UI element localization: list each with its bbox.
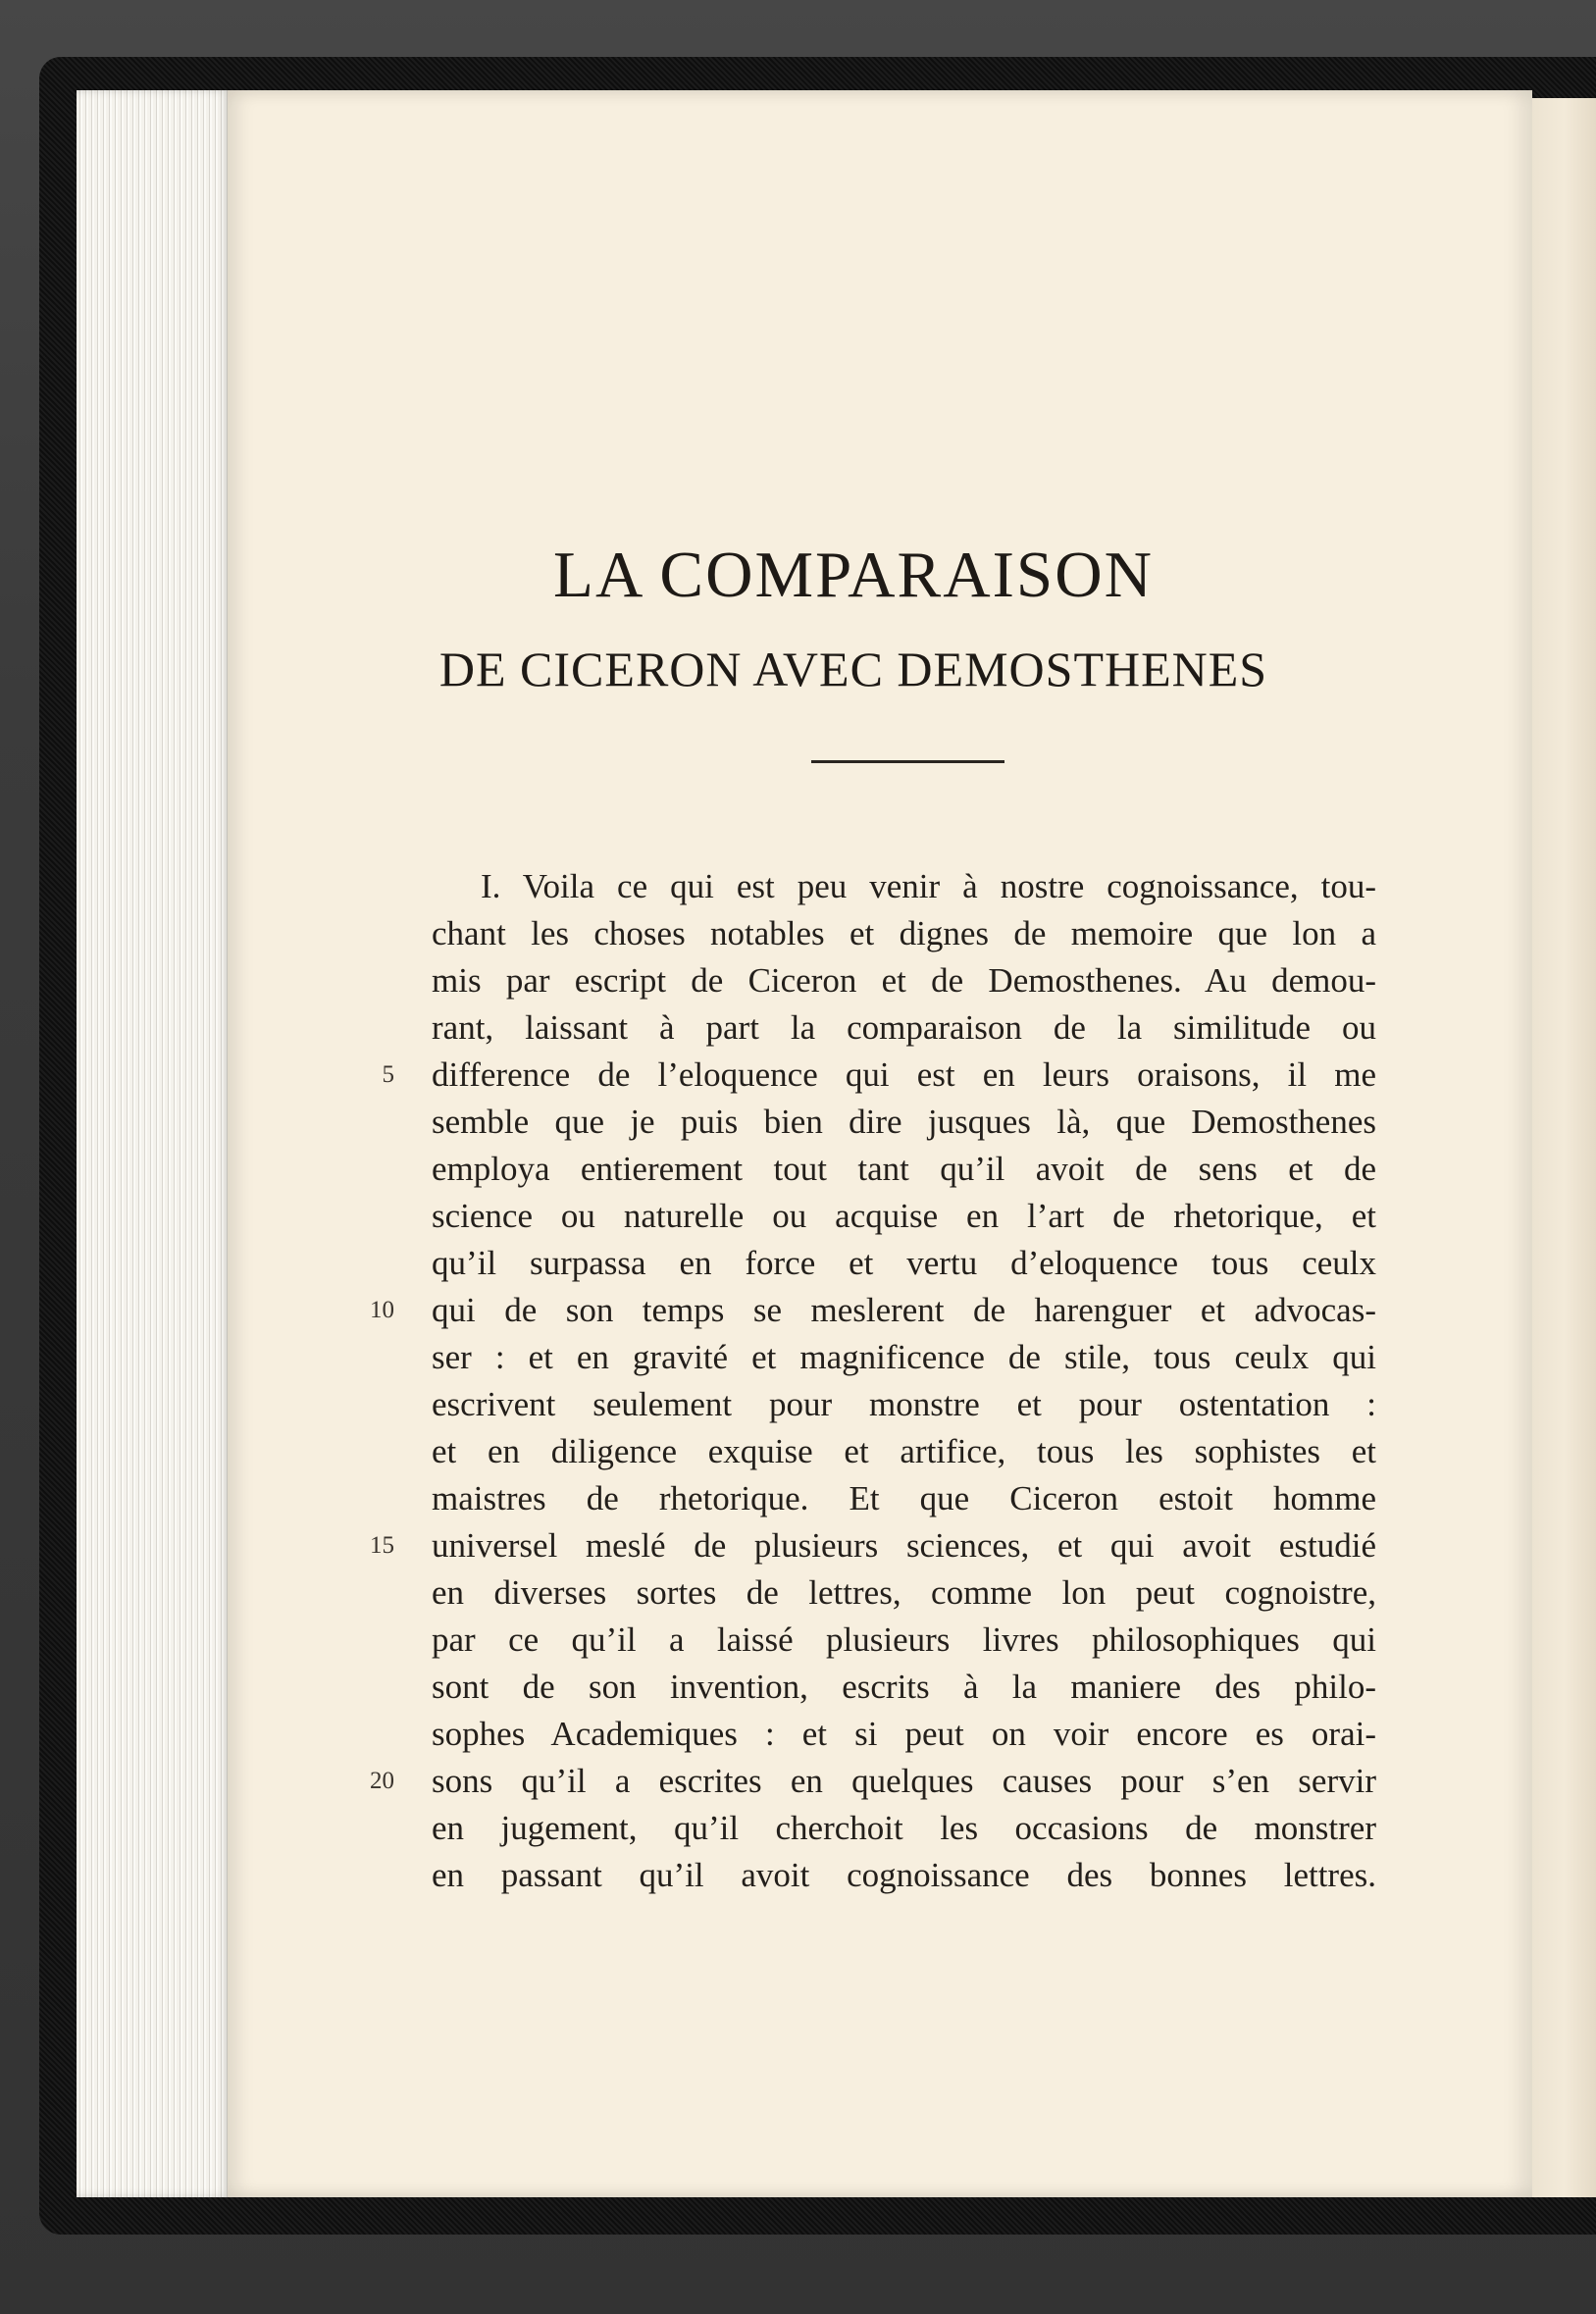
text-line: sons qu’il a escrites en quelques causes pour s’en servir [432, 1762, 1376, 1800]
text-line: par ce qu’il a laissé plusieurs livres philosophiques qui [432, 1620, 1376, 1659]
text-line: qui de son temps se meslerent de harenguer et advocas- [432, 1291, 1376, 1329]
text-line: sophes Academiques : et si peut on voir encore es orai- [432, 1715, 1376, 1753]
text-line: et en diligence exquise et artifice, tous les sophistes et [432, 1432, 1376, 1470]
text-line: universel meslé de plusieurs sciences, et qui avoit estudié [432, 1526, 1376, 1565]
text-line: en diverses sortes de lettres, comme lon peut cognoistre, [432, 1573, 1376, 1612]
text-line: science ou naturelle ou acquise en l’art de rhetorique, et [432, 1197, 1376, 1235]
line-number: 20 [370, 1768, 394, 1794]
title-rule [811, 760, 1004, 763]
chapter-title: LA COMPARAISON [553, 539, 1154, 611]
page-edges [77, 90, 232, 2197]
text-line: mis par escript de Ciceron et de Demosthenes. Au demou- [432, 961, 1376, 1000]
text-line: rant, laissant à part la comparaison de la similitude ou [432, 1008, 1376, 1047]
line-number: 15 [370, 1532, 394, 1559]
text-line: maistres de rhetorique. Et que Ciceron estoit homme [432, 1479, 1376, 1517]
line-number: 5 [382, 1061, 394, 1088]
text-line: ser : et en gravité et magnificence de stile, tous ceulx qui [432, 1338, 1376, 1376]
text-line: semble que je puis bien dire jusques là, que Demosthenes [432, 1103, 1376, 1141]
text-line: I. Voila ce qui est peu venir à nostre cognoissance, tou- [481, 867, 1376, 905]
text-line: sont de son invention, escrits à la maniere des philo- [432, 1668, 1376, 1706]
text-line: difference de l’eloquence qui est en leurs oraisons, il me [432, 1055, 1376, 1094]
text-line: en jugement, qu’il cherchoit les occasions de monstrer [432, 1809, 1376, 1847]
next-page-edge [1532, 98, 1596, 2197]
text-line: escrivent seulement pour monstre et pour ostentation : [432, 1385, 1376, 1423]
text-line: en passant qu’il avoit cognoissance des bonnes lettres. [432, 1856, 1376, 1894]
chapter-subtitle: DE CICERON AVEC DEMOSTHENES [438, 642, 1268, 696]
text-line: chant les choses notables et dignes de memoire que lon a [432, 914, 1376, 952]
line-number: 10 [370, 1297, 394, 1323]
text-line: employa entierement tout tant qu’il avoit de sens et de [432, 1150, 1376, 1188]
text-line: qu’il surpassa en force et vertu d’eloquence tous ceulx [432, 1244, 1376, 1282]
